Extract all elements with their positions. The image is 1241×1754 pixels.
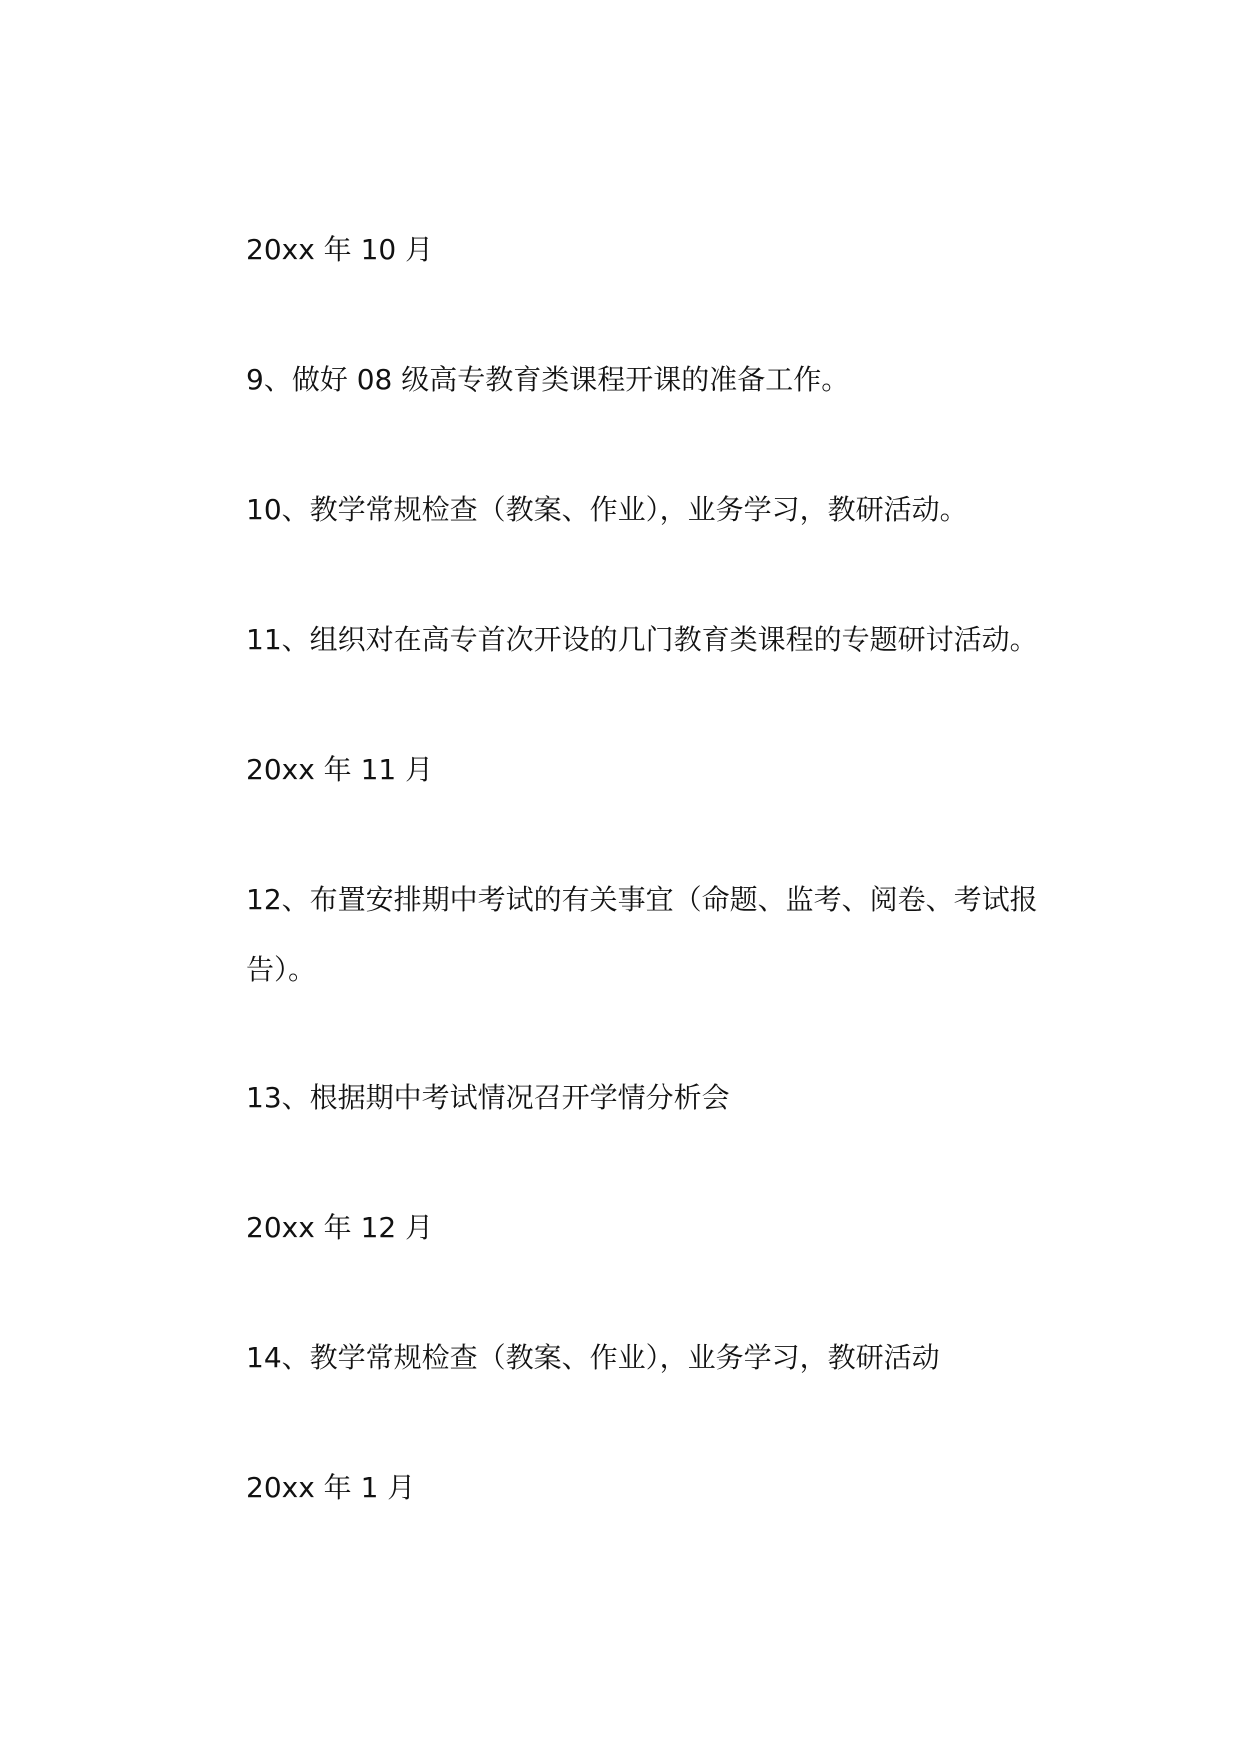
paragraph-item-11: 11、组织对在高专首次开设的几门教育类课程的专题研讨活动。 [246, 623, 1038, 656]
paragraph-item-12: 12、布置安排期中考试的有关事宜（命题、监考、阅卷、考试报告）。 [246, 883, 1038, 986]
paragraph-item-9: 9、做好 08 级高专教育类课程开课的准备工作。 [246, 363, 850, 396]
month-heading-october: 20xx 年 10 月 [246, 233, 434, 266]
month-heading-december: 20xx 年 12 月 [246, 1211, 434, 1244]
month-heading-november: 20xx 年 11 月 [246, 753, 434, 786]
month-heading-january: 20xx 年 1 月 [246, 1471, 416, 1504]
paragraph-item-13: 13、根据期中考试情况召开学情分析会 [246, 1081, 730, 1114]
paragraph-item-14: 14、教学常规检查（教案、作业），业务学习，教研活动 [246, 1341, 940, 1374]
paragraph-item-10: 10、教学常规检查（教案、作业），业务学习，教研活动。 [246, 493, 968, 526]
